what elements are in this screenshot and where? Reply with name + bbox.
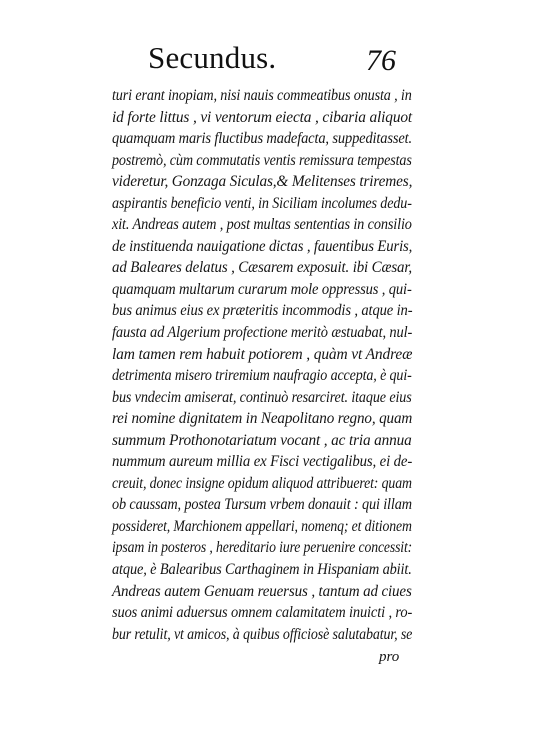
- text-line: detrimenta misero triremium naufragio accepta, è qui-: [112, 366, 412, 385]
- text-line: de instituenda nauigatione dictas , fauentibus Euris,: [112, 236, 413, 255]
- text-line: postremò, cùm commutatis ventis remissura tempestas: [112, 150, 412, 169]
- text-line: possideret, Marchionem appellari, nomenq; et ditionem: [112, 516, 412, 535]
- text-line: fausta ad Algerium profectione meritò æstuabat, nul-: [112, 323, 413, 342]
- text-line: creuit, donec insigne opidum aliquod attribueret: quam: [112, 473, 412, 492]
- page-number: 76: [366, 44, 396, 77]
- catchword: pro: [379, 649, 400, 665]
- text-line: bus vndecim amiserat, continuò resarciret. itaque eius: [112, 387, 412, 406]
- text-line: lam tamen rem habuit potiorem , quàm vt Andreæ: [112, 344, 413, 363]
- text-line: quamquam multarum curarum mole oppressus , qui-: [112, 279, 412, 298]
- body-text: [112, 85, 412, 645]
- text-line: xit. Andreas autem , post multas sententias in consilio: [112, 215, 412, 234]
- text-line: quamquam maris fluctibus madefacta, suppeditasset.: [112, 129, 413, 148]
- text-line: aspirantis beneficio venti, in Siciliam incolumes dedu-: [112, 193, 412, 212]
- text-line: bur retulit, vt amicos, à quibus officiosè salutabatur, se: [112, 624, 413, 643]
- text-line: rei nomine dignitatem in Neapolitano regno, quam: [112, 409, 413, 428]
- text-line: id forte littus , vi ventorum eiecta , cibaria aliquot: [112, 107, 413, 126]
- text-line: videretur, Gonzaga Siculas,& Melitenses triremes,: [112, 172, 413, 191]
- text-line: ob caussam, postea Tursum vrbem donauit : qui illam: [112, 495, 412, 514]
- text-line: turi erant inopiam, nisi nauis commeatibus onusta , in: [112, 86, 412, 104]
- text-line: summum Prothonotariatum vocant , ac tria annua: [112, 430, 412, 449]
- text-line: Andreas autem Genuam reuersus , tantum ad ciues: [112, 581, 412, 600]
- text-line: nummum aureum millia ex Fisci vectigalibus, ei de-: [112, 452, 413, 471]
- running-head-title: Secundus.: [148, 40, 277, 75]
- text-line: bus animus eius ex præteritis incommodis , atque in-: [112, 301, 413, 320]
- text-line: suos animi aduersus omnem calamitatem inuicti , ro-: [112, 603, 413, 622]
- text-line: ipsam in posteros , hereditario iure peruenire concessit:: [112, 538, 413, 557]
- text-line: ad Baleares delatus , Cæsarem exposuit. ibi Cæsar,: [112, 258, 412, 277]
- text-line: atque, è Balearibus Carthaginem in Hispaniam abiit.: [112, 560, 412, 579]
